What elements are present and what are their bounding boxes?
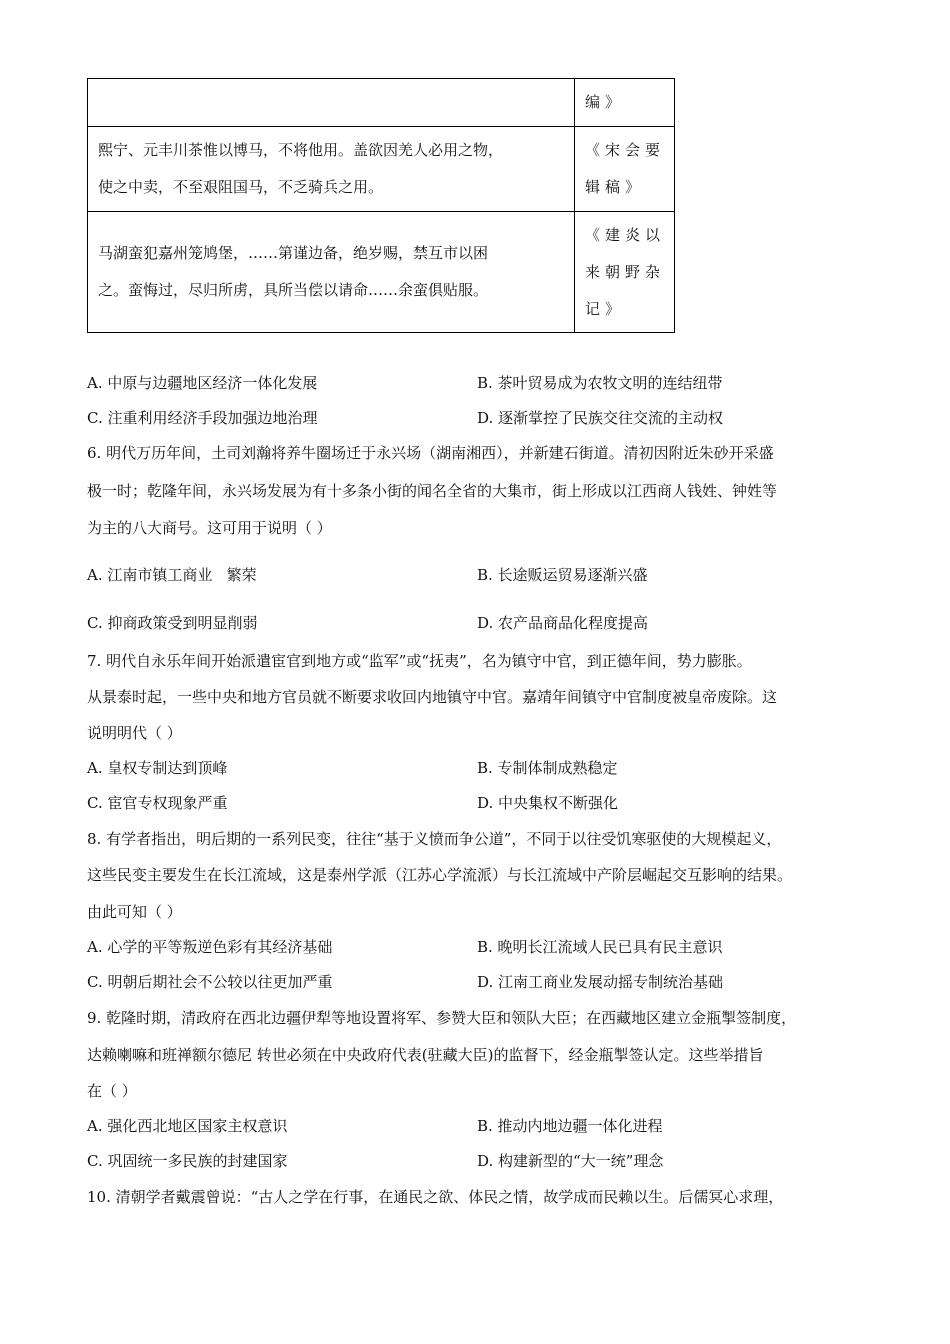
q9-option-a: A. 强化西北地区国家主权意识	[87, 1117, 288, 1135]
q8-option-d: D. 江南工商业发展动摇专制统治基础	[477, 973, 724, 991]
table-text-cell: 熙宁、元丰川茶惟以博马，不将他用。盖欲因羌人必用之物， 使之中卖，不至艰阻国马，不乏骑兵之用。	[88, 127, 575, 212]
q8-stem-line-2: 这些民变主要发生在长江流域，这是泰州学派（江苏心学流派）与长江流域中产阶层崛起交互影响的结果。	[87, 866, 793, 884]
table-source-cell: 《宋会要 辑稿》	[575, 127, 675, 212]
q9-stem-line-3: 在（ ）	[87, 1082, 137, 1100]
q7-stem-line-3: 说明明代（ ）	[87, 724, 182, 742]
table-row	[88, 127, 675, 212]
q9-option-b: B. 推动内地边疆一体化进程	[477, 1117, 663, 1135]
table-row	[88, 212, 675, 333]
q6-option-b: B. 长途贩运贸易逐渐兴盛	[477, 566, 648, 584]
table-source-cell: 《建炎以 来朝野杂 记》	[575, 212, 675, 333]
q7-stem-line-2: 从景泰时起，一些中央和地方官员就不断要求收回内地镇守中官。嘉靖年间镇守中官制度被皇帝废除。这	[87, 688, 778, 706]
q5-option-c: C. 注重利用经济手段加强边地治理	[87, 409, 318, 427]
q7-option-b: B. 专制体制成熟稳定	[477, 759, 618, 777]
q6-option-a: A. 江南市镇工商业 繁荣	[87, 566, 257, 584]
table-row	[88, 79, 675, 127]
table-source-cell: 编》	[575, 79, 675, 127]
q5-option-d: D. 逐渐掌控了民族交往交流的主动权	[477, 409, 724, 427]
q8-option-a: A. 心学的平等叛逆色彩有其经济基础	[87, 938, 333, 956]
q5-option-b: B. 茶叶贸易成为农牧文明的连结纽带	[477, 374, 723, 392]
table-text-cell: 马湖蛮犯嘉州笼鸠堡，……第谨边备，绝岁赐，禁互市以困 之。蛮悔过，尽归所虏，具所当偿以请命……余蛮俱贴服。	[88, 212, 575, 333]
q9-option-c: C. 巩固统一多民族的封建国家	[87, 1152, 288, 1170]
q7-option-c: C. 宦官专权现象严重	[87, 794, 228, 812]
q10-stem-line-1: 10. 清朝学者戴震曾说：“古人之学在行事，在通民之欲、体民之情，故学成而民赖以生。后儒冥心求理，	[87, 1188, 784, 1206]
q8-option-b: B. 晚明长江流域人民已具有民主意识	[477, 938, 723, 956]
q9-stem-line-1: 9. 乾隆时期，清政府在西北边疆伊犁等地设置将军、参赞大臣和领队大臣；在西藏地区建立金瓶掣签制度，	[87, 1009, 797, 1027]
q6-stem-line-1: 6. 明代万历年间，土司刘瀚将养牛圈场迁于永兴场（湖南湘西），并新建石街道。清初因附近朱砂开采盛	[87, 444, 774, 462]
q8-option-c: C. 明朝后期社会不公较以往更加严重	[87, 973, 333, 991]
q6-stem-line-2: 极一时；乾隆年间，永兴场发展为有十多条小街的闻名全省的大集市，街上形成以江西商人钱姓、钟姓等	[87, 482, 778, 500]
q8-stem-line-1: 8. 有学者指出，明后期的一系列民变，往往“基于义愤而争公道”，不同于以往受饥寒驱使的大规模起义，	[87, 830, 782, 848]
q7-stem-line-1: 7. 明代自永乐年间开始派遣宦官到地方或“监军”或“抚夷”，名为镇守中官，到正德年间，势力膨胀。	[87, 652, 752, 670]
q7-option-d: D. 中央集权不断强化	[477, 794, 619, 812]
q7-option-a: A. 皇权专制达到顶峰	[87, 759, 228, 777]
q6-stem-line-3: 为主的八大商号。这可用于说明（ ）	[87, 519, 332, 537]
q6-option-c: C. 抑商政策受到明显削弱	[87, 614, 258, 632]
source-table	[87, 78, 675, 333]
q8-stem-line-3: 由此可知（ ）	[87, 903, 182, 921]
table-text-cell	[88, 79, 575, 127]
q9-stem-line-2: 达赖喇嘛和班禅额尔德尼 转世必须在中央政府代表(驻藏大臣)的监督下，经金瓶掣签认定。这些举措旨	[87, 1046, 764, 1064]
q9-option-d: D. 构建新型的“大一统”理念	[477, 1152, 664, 1170]
q6-option-d: D. 农产品商品化程度提高	[477, 614, 649, 632]
q5-option-a: A. 中原与边疆地区经济一体化发展	[87, 374, 318, 392]
